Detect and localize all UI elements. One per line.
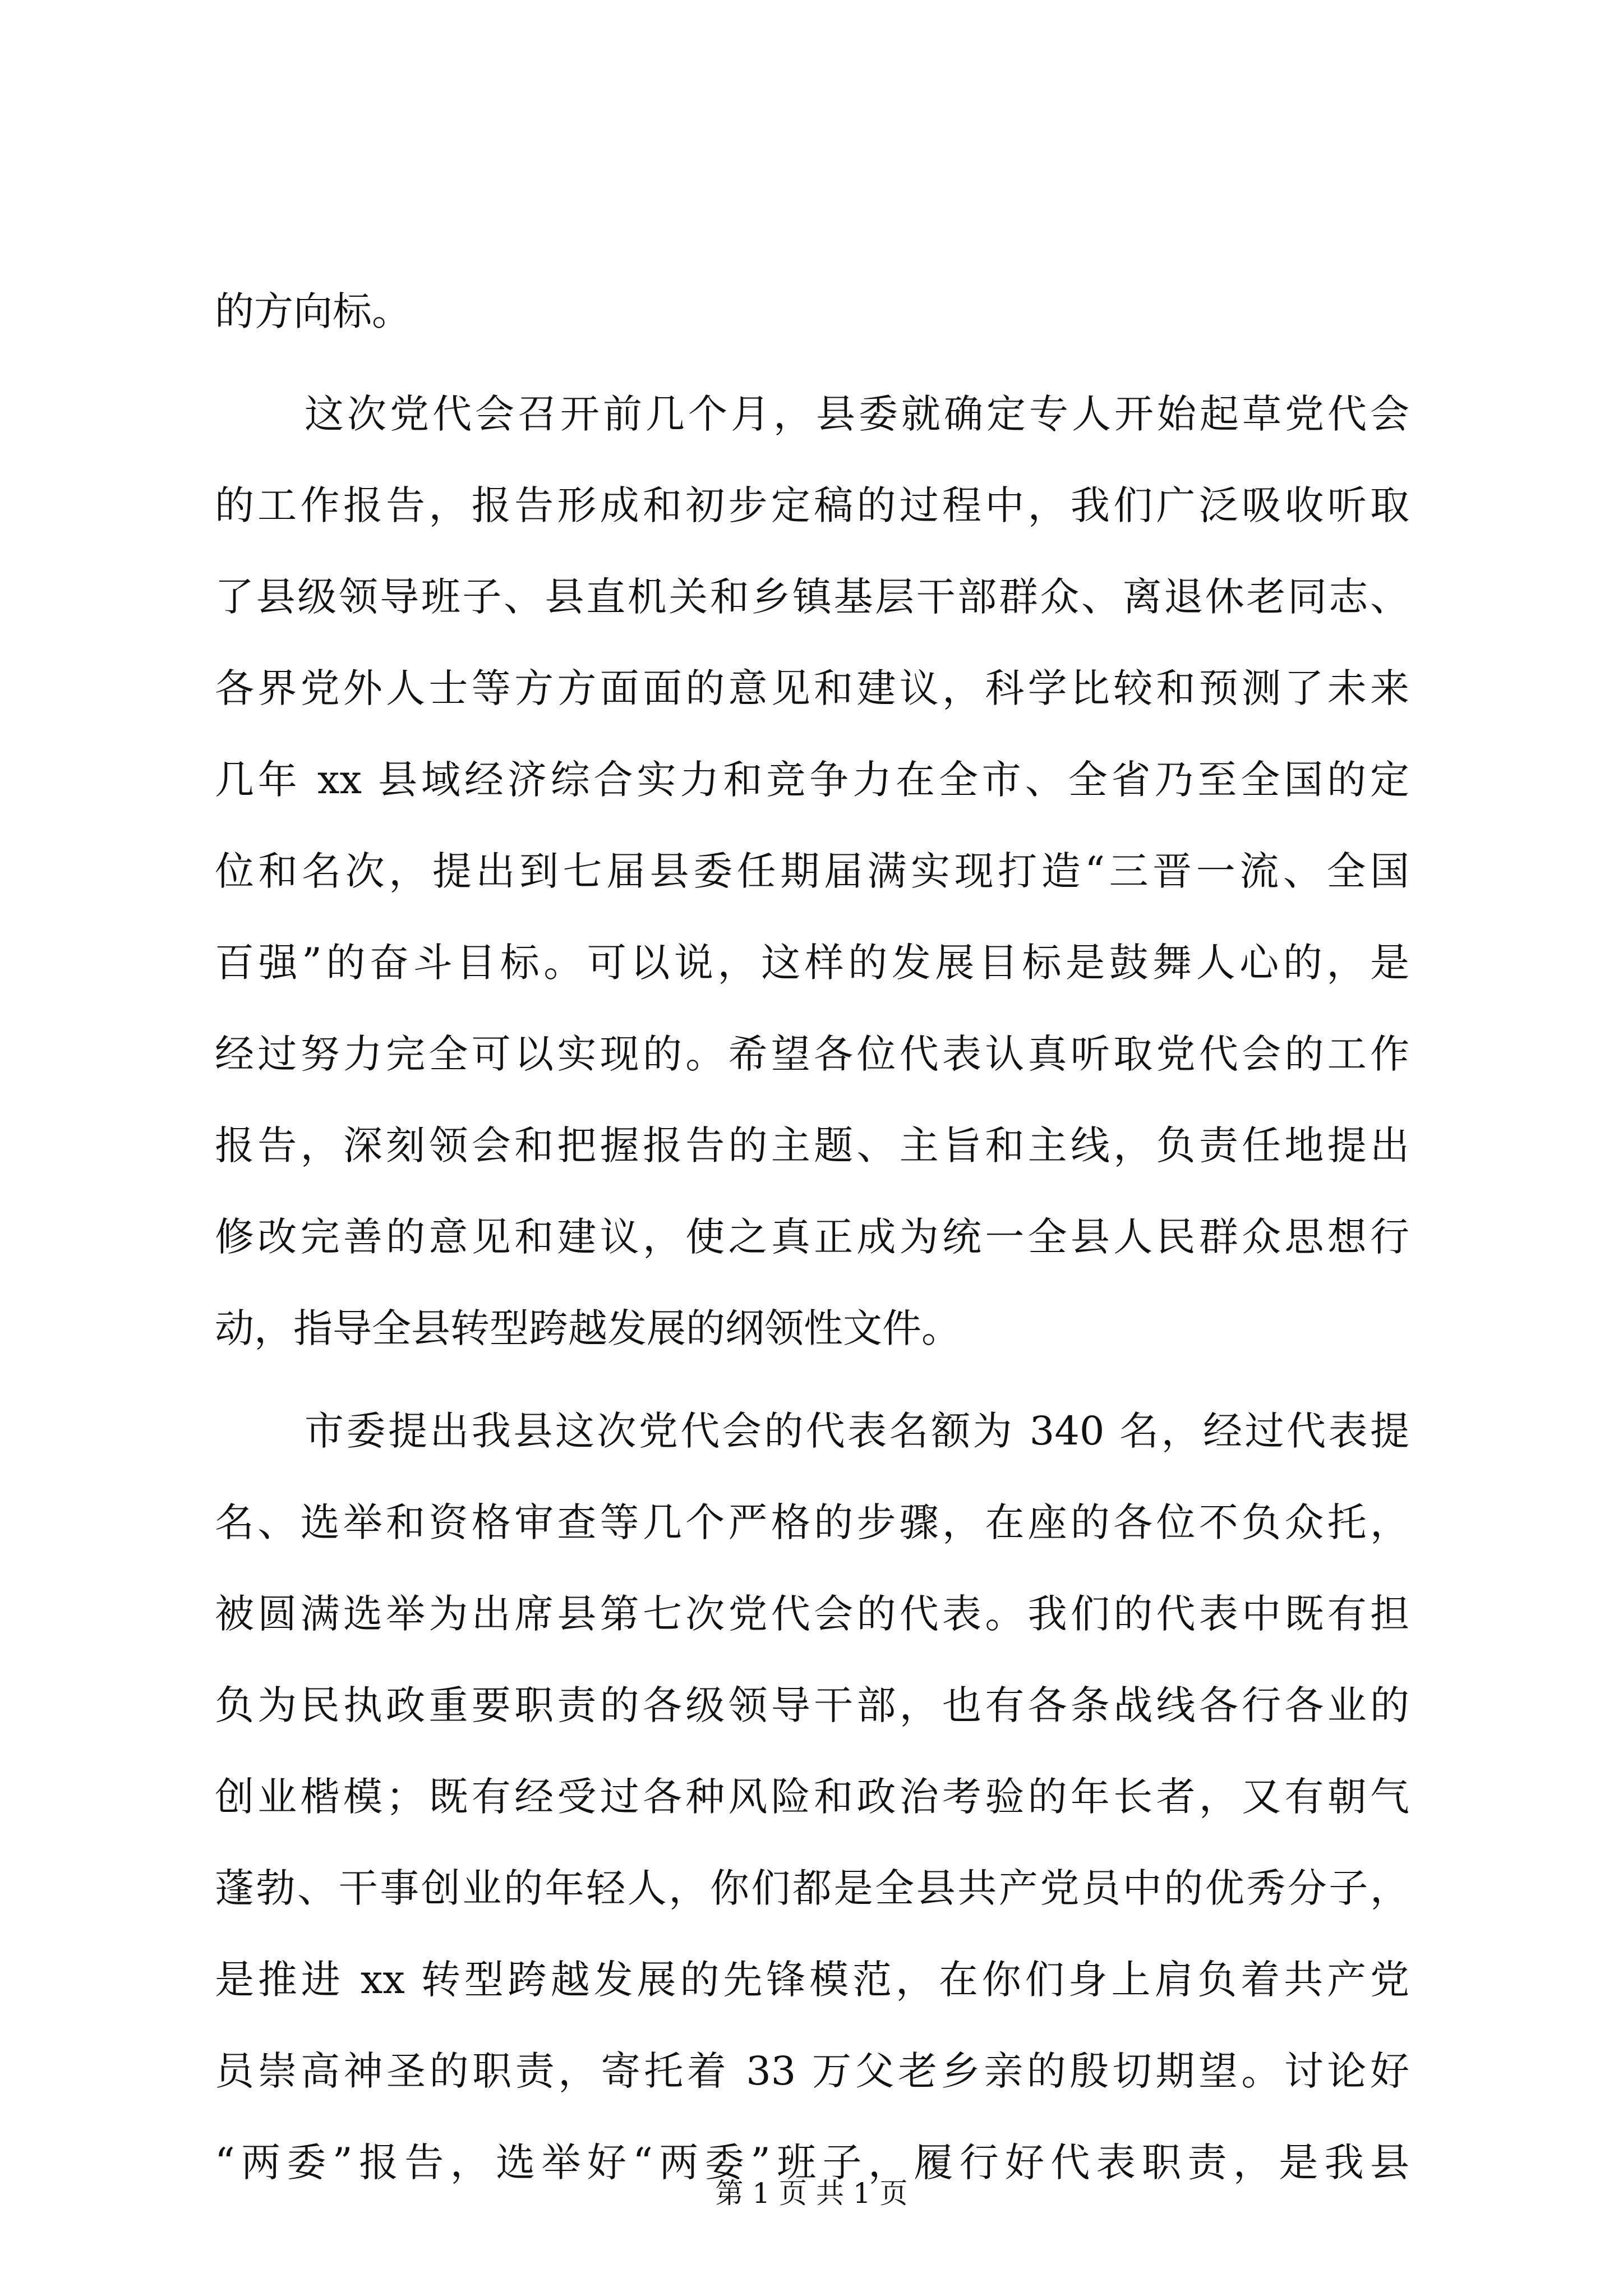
text-line: 市委提出我县这次党代会的代表名额为 340 名，经过代表提: [305, 1408, 1409, 1454]
text-line: 员崇高神圣的职责，寄托着 33 万父老乡亲的殷切期望。讨论好: [215, 2048, 1409, 2094]
text-line: 创业楷模；既有经受过各种风险和政治考验的年长者，又有朝气: [215, 1774, 1409, 1820]
text-line: 的方向标。: [215, 288, 411, 334]
text-line: 负为民执政重要职责的各级领导干部，也有各条战线各行各业的: [215, 1682, 1409, 1728]
text-line: 各界党外人士等方方面面的意见和建议，科学比较和预测了未来: [215, 665, 1409, 711]
text-line: 百强”的奋斗目标。可以说，这样的发展目标是鼓舞人心的，是: [215, 940, 1409, 986]
text-line: 这次党代会召开前几个月，县委就确定专人开始起草党代会: [305, 391, 1409, 437]
text-line: 名、选举和资格审查等几个严格的步骤，在座的各位不负众托，: [215, 1499, 1409, 1545]
text-line: 修改完善的意见和建议，使之真正成为统一全县人民群众思想行: [215, 1214, 1409, 1260]
text-line: 被圆满选举为出席县第七次党代会的代表。我们的代表中既有担: [215, 1591, 1409, 1637]
text-line: 是推进 xx 转型跨越发展的先锋模范，在你们身上肩负着共产党: [215, 1957, 1409, 2003]
text-line: “两委”报告，选举好“两委”班子，履行好代表职责，是我县: [215, 2139, 1409, 2185]
text-line: 几年 xx 县域经济综合实力和竞争力在全市、全省乃至全国的定: [215, 757, 1409, 803]
text-line: 蓬勃、干事创业的年轻人，你们都是全县共产党员中的优秀分子，: [215, 1865, 1409, 1911]
text-line: 的工作报告，报告形成和初步定稿的过程中，我们广泛吸收听取: [215, 482, 1409, 528]
page-footer: 第 1 页 共 1 页: [715, 2177, 908, 2210]
text-line: 位和名次，提出到七届县委任期届满实现打造“三晋一流、全国: [215, 848, 1409, 894]
text-line: 经过努力完全可以实现的。希望各位代表认真听取党代会的工作: [215, 1031, 1409, 1077]
text-line: 报告，深刻领会和把握报告的主题、主旨和主线，负责任地提出: [215, 1122, 1409, 1168]
text-line: 动，指导全县转型跨越发展的纲领性文件。: [215, 1305, 961, 1351]
text-line: 了县级领导班子、县直机关和乡镇基层干部群众、离退休老同志、: [215, 574, 1409, 620]
